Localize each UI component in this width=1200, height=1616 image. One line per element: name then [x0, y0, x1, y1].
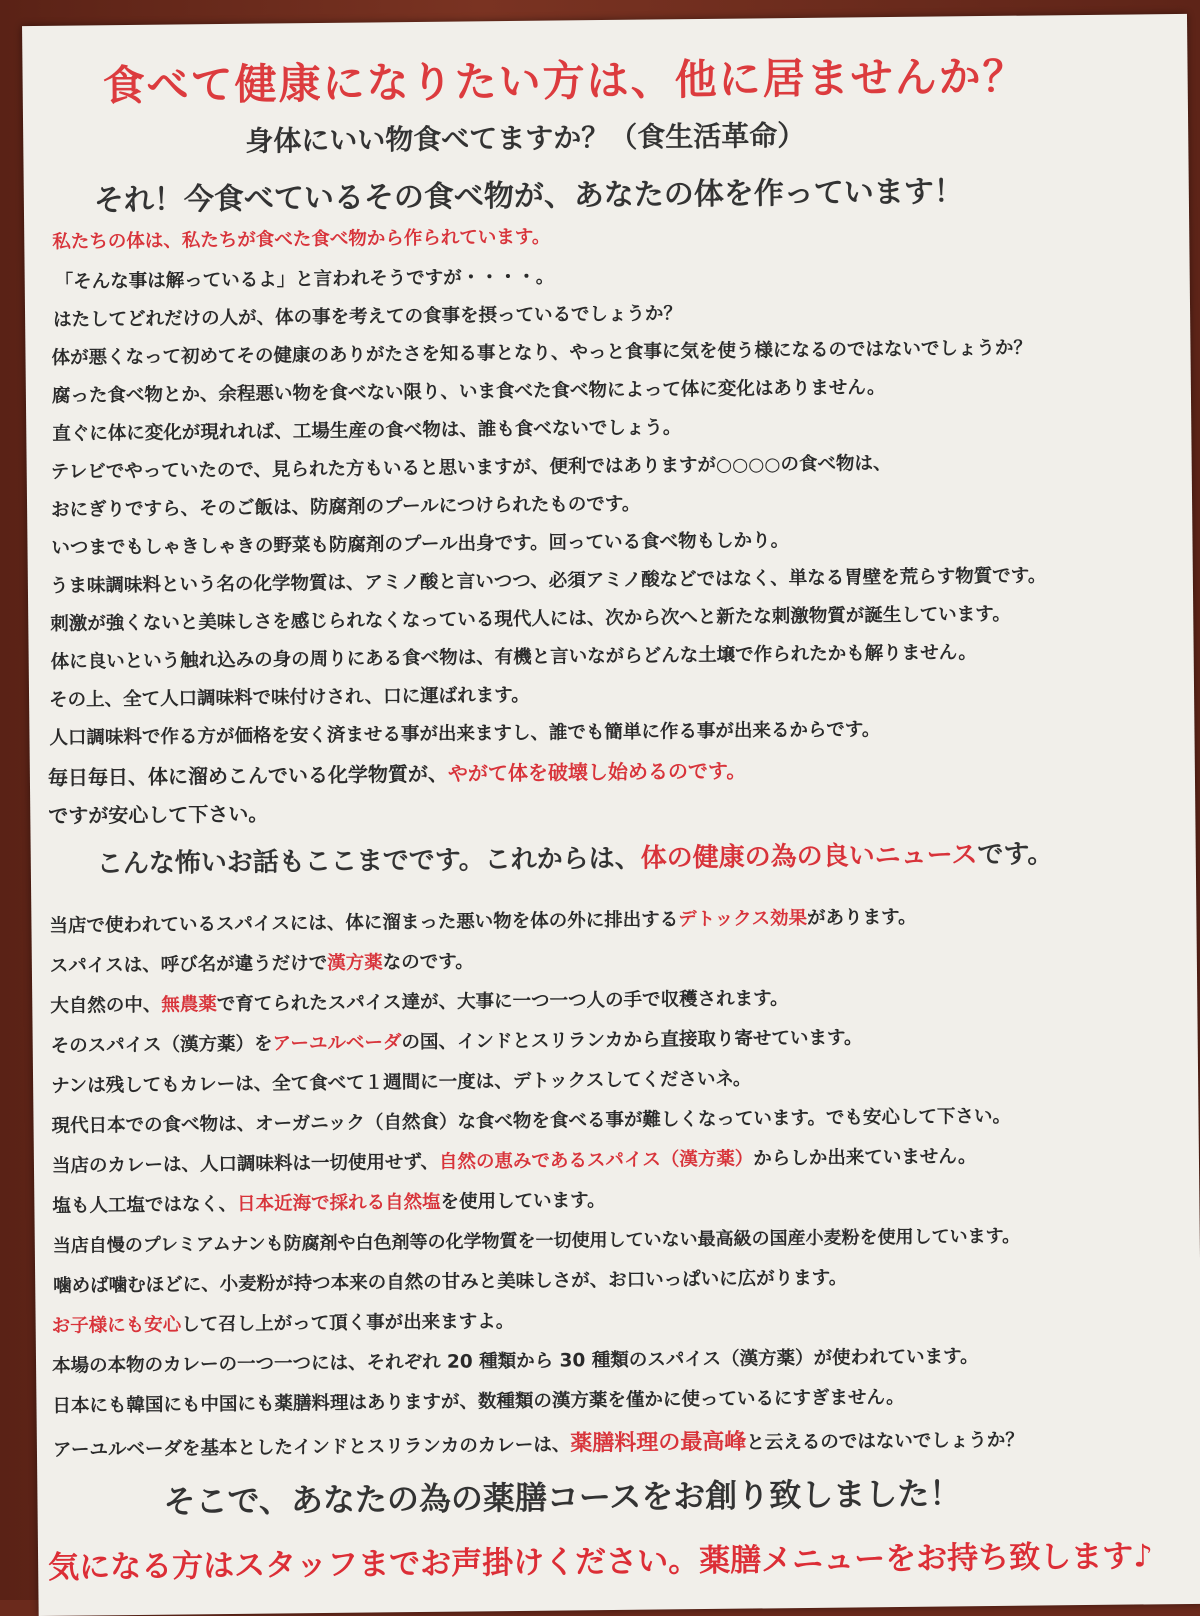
- body-line: 体が悪くなって初めてその健康のありがたさを知る事となり、やっと食事に気を使う様になるのではないでしょうか？: [51, 337, 1033, 369]
- body-line-daily: [48, 755, 747, 791]
- body-line: [52, 1142, 977, 1178]
- body-text: スパイスは、呼び名が違うだけで: [49, 952, 328, 977]
- highlight-text: 漢方薬: [327, 952, 383, 974]
- body-line: [52, 1186, 605, 1218]
- body-line: [49, 903, 916, 938]
- heading-text: です。: [977, 839, 1054, 871]
- body-text: からしか出来ていません。: [753, 1146, 977, 1170]
- body-line: その上、全て人口調味料で味付けされ、口に運ばれます。: [48, 684, 530, 711]
- body-line: 腐った食べ物とか、余程悪い物を食べない限り、いま食べた食べ物によって体に変化はありません。: [51, 377, 886, 407]
- body-text: 当店のカレーは、人口調味料は一切使用せず、: [51, 1151, 440, 1177]
- body-text: して召し上がって頂く事が出来ますよ。: [181, 1311, 515, 1336]
- body-text: と云えるのではないでしょうか？: [746, 1429, 1024, 1454]
- body-line: [51, 1307, 514, 1338]
- body-text: 塩も人工塩ではなく、: [52, 1193, 238, 1217]
- body-line: はたしてどれだけの人が、体の事を考えての食事を摂っているでしょうか？: [53, 303, 683, 331]
- body-line: 噛めば噛むほどに、小麦粉が持つ本来の自然の甘みと美味しさが、お口いっぱいに広がります。: [53, 1267, 848, 1297]
- highlight-text: 日本近海で採れる自然塩: [236, 1191, 441, 1215]
- body-line: いつまでもしゃきしゃきの野菜も防腐剤のプール出身です。回っている食べ物もしかり。: [51, 530, 790, 559]
- flyer-paper: [22, 14, 1200, 1616]
- body-text: があります。: [806, 906, 917, 929]
- flyer-subtitle: 身体にいい物食べてますか？（食生活革命）: [245, 118, 806, 158]
- body-line: ですが安心して下さい。: [48, 801, 269, 828]
- highlight-text: アーユルベーダ: [272, 1032, 402, 1055]
- body-text: 毎日毎日、体に溜めこんでいる化学物質が、: [47, 761, 449, 790]
- body-text: で育てられたスパイス達が、大事に一つ一つ人の手で収穫されます。: [216, 988, 789, 1016]
- body-line: 日本にも韓国にも中国にも薬膳料理はありますが、数種類の漢方薬を僅かに使っているにすぎません。: [52, 1386, 905, 1417]
- flyer-headline: それ！今食べているその食べ物が、あなたの体を作っています！: [93, 174, 965, 219]
- body-line: 刺激が強くないと美味しさを感じられなくなっている現代人には、次から次へと新たな刺激物質が誕生しています。: [50, 603, 1011, 635]
- body-line: テレビでやっていたので、見られた方もいると思いますが、便利ではありますが○○○○の食べ物は、: [50, 453, 892, 483]
- body-line: 体に良いという触れ込みの身の周りにある食べ物は、有機と言いながらどんな土壌で作られたかも解りません。: [50, 642, 977, 673]
- body-line: 本場の本物のカレーの一つ一つには、それぞれ 20 種類から 30 種類のスパイス（漢方薬）が使われています。: [51, 1346, 979, 1377]
- body-line: おにぎりですら、そのご飯は、防腐剤のプールにつけられたものです。: [50, 493, 641, 521]
- body-line: [50, 984, 789, 1018]
- intro-line: 私たちの体は、私たちが食べた食べ物から作られています。: [52, 226, 551, 253]
- closing-heading: そこで、あなたの為の薬膳コースをお創り致しました！: [163, 1474, 962, 1521]
- body-line: うま味調味料という名の化学物質は、アミノ酸と言いつつ、必須アミノ酸などではなく、単なる胃壁を荒らす物質です。: [49, 565, 1047, 597]
- body-text: 大自然の中、: [50, 994, 162, 1017]
- highlight-text: お子様にも安心: [51, 1314, 182, 1337]
- flyer-title: 食べて健康になりたい方は、他に居ませんか？: [102, 51, 1027, 111]
- highlight-text: 薬膳料理の最高峰: [570, 1429, 747, 1457]
- heading-text: こんな怖いお話もここまでです。これからは、: [96, 843, 641, 880]
- body-line: ナンは残してもカレーは、全て食べて１週間に一度は、デトックスしてくださいネ。: [51, 1068, 752, 1097]
- body-line: [53, 1422, 1024, 1463]
- highlight-text: やがて体を破壊し始めるのです。: [447, 758, 747, 786]
- body-line: [50, 947, 474, 977]
- highlight-text: デトックス効果: [678, 907, 808, 931]
- closing-call-to-action: 気になる方はスタッフまでお声掛けください。薬膳メニューをお持ち致します♪: [47, 1538, 1154, 1586]
- body-line: 「そんな事は解っているよ」と言われそうですが・・・・。: [54, 266, 555, 293]
- body-text: 当店で使われているスパイスには、体に溜まった悪い物を体の外に排出する: [49, 909, 679, 937]
- highlight-text: 自然の恵みであるスパイス（漢方薬）: [438, 1148, 754, 1173]
- body-text: の国、インドとスリランカから直接取り寄せています。: [401, 1027, 863, 1054]
- section-heading: [97, 833, 1054, 880]
- body-line: [51, 1023, 863, 1057]
- highlight-text: 体の健康の為の良いニュース: [640, 840, 978, 874]
- body-text: を使用しています。: [440, 1190, 606, 1213]
- body-text: なのです。: [382, 951, 474, 974]
- body-text: アーユルベーダを基本としたインドとスリランカのカレーは、: [52, 1434, 571, 1461]
- highlight-text: 無農薬: [161, 994, 217, 1016]
- body-line: 現代日本での食べ物は、オーガニック（自然食）な食べ物を食べる事が難しくなっています。でも安心して下さい。: [51, 1105, 1012, 1137]
- body-line: 当店自慢のプレミアムナンも防腐剤や白色剤等の化学物質を一切使用していない最高級の国産小麦粉を使用しています。: [52, 1225, 1021, 1257]
- body-text: そのスパイス（漢方薬）を: [50, 1033, 273, 1057]
- body-line: 人口調味料で作る方が価格を安く済ませる事が出来ますし、誰でも簡単に作る事が出来るからです。: [49, 719, 881, 749]
- body-line: 直ぐに体に変化が現れれば、工場生産の食べ物は、誰も食べないでしょう。: [52, 417, 682, 445]
